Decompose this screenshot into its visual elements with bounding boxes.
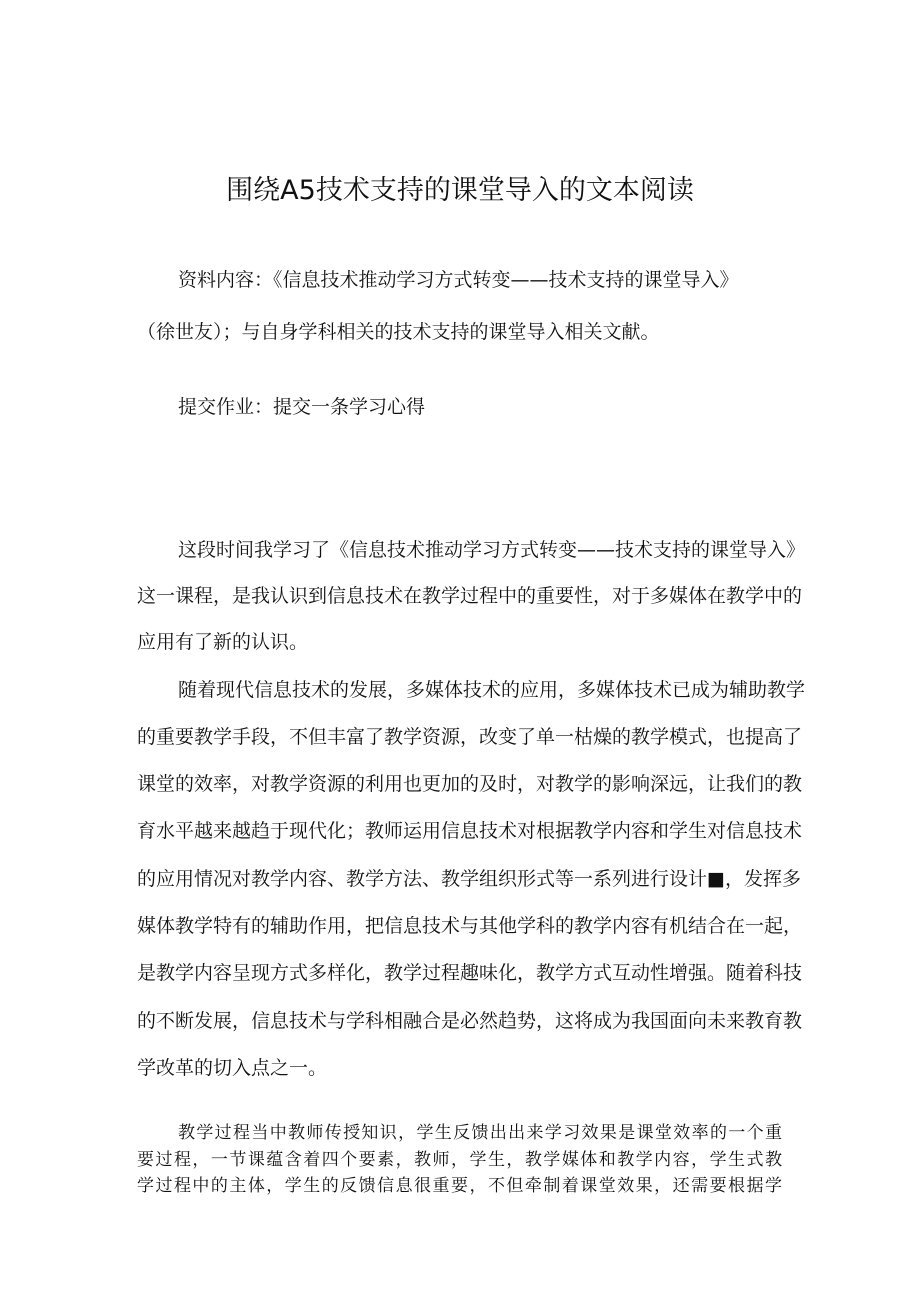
materials-line-2: （徐世友）；与自身学科相关的技术支持的课堂导入相关文献。 xyxy=(137,321,660,343)
paragraph-2-line: 的重要教学手段，不但丰富了教学资源，改变了单一枯燥的教学模式，也提高了 xyxy=(137,726,803,748)
paragraph-2-line: 课堂的效率，对教学资源的利用也更加的及时，对教学的影响深远，让我们的教 xyxy=(137,773,803,795)
paragraph-2-line: 的应用情况对教学内容、教学方法、教学组织形式等一系列进行设计■，发挥多 xyxy=(137,868,801,890)
assignment-line: 提交作业：提交一条学习心得 xyxy=(178,396,426,418)
paragraph-2-line: 媒体教学特有的辅助作用，把信息技术与其他学科的教学内容有机结合在一起， xyxy=(137,915,803,937)
paragraph-1-line: 应用有了新的认识。 xyxy=(137,631,309,653)
paragraph-3-line: 教学过程当中教师传授知识，学生反馈出出来学习效果是课堂效率的一个重 xyxy=(178,1123,782,1143)
paragraph-3-line: 学过程中的主体，学生的反馈信息很重要，不但牵制着课堂效果，还需要根据学 xyxy=(137,1176,782,1196)
paragraph-2-line: 随着现代信息技术的发展，多媒体技术的应用，多媒体技术已成为辅助教学 xyxy=(178,679,806,701)
paragraph-2-line: 的不断发展，信息技术与学科相融合是必然趋势，这将成为我国面向未来教育教 xyxy=(137,1010,803,1032)
document-title: 围绕A5技术支持的课堂导入的文本阅读 xyxy=(226,175,694,206)
paragraph-3-line: 要过程，一节课蕴含着四个要素，教师，学生，教学媒体和教学内容，学生式教 xyxy=(137,1150,782,1170)
materials-line-1: 资料内容：《信息技术推动学习方式转变——技术支持的课堂导入》 xyxy=(178,269,739,291)
paragraph-2-line: 是教学内容呈现方式多样化，教学过程趣味化，教学方式互动性增强。随着科技 xyxy=(137,962,803,984)
paragraph-2-line: 育水平越来越趋于现代化；教师运用信息技术对根据教学内容和学生对信息技术 xyxy=(137,820,803,842)
paragraph-1-line: 这段时间我学习了《信息技术推动学习方式转变——技术支持的课堂导入》 xyxy=(178,539,806,561)
paragraph-2-line: 学改革的切入点之一。 xyxy=(137,1057,328,1079)
paragraph-1-line: 这一课程，是我认识到信息技术在教学过程中的重要性，对于多媒体在教学中的 xyxy=(137,585,803,607)
